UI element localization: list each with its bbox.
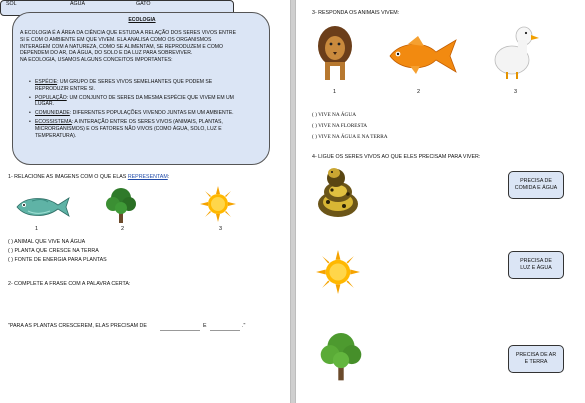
- answer-option[interactable]: ( ) PLANTA QUE CRESCE NA TERRA: [8, 248, 99, 254]
- ecology-line: SI E COM O AMBIENTE EM QUE VIVEM. ELA ANALISA COMO OS ORGANISMOS: [20, 36, 212, 43]
- image-number: 2: [121, 226, 125, 232]
- need-box-line: LUZ E ÁGUA: [520, 265, 552, 271]
- need-box-line: PRECISA DE: [520, 178, 552, 184]
- image-number: 3: [219, 226, 223, 232]
- fill-blank-sentence-start: "PARA AS PLANTAS CRESCEREM, ELAS PRECISAM DE: [8, 323, 147, 329]
- snake-icon: [314, 164, 362, 220]
- ecology-line: INTERAGEM COM A NATUREZA, COMO SE ALIMENTAM, SE REPRODUZEM E COMO: [20, 43, 224, 50]
- word-bank-item: GATO: [136, 1, 151, 7]
- worksheet-page-left: [0, 0, 290, 403]
- need-box-line: PRECISA DE: [520, 258, 552, 264]
- ecology-title: ECOLOGIA: [128, 17, 156, 23]
- fish-icon: [12, 193, 72, 221]
- fill-blank-sentence-mid: E: [203, 323, 207, 329]
- need-box-line: E TERRA: [524, 359, 548, 365]
- question-4-title: 4- LIGUE OS SERES VIVOS AO QUE ELES PRECISAM PARA VIVER:: [312, 154, 481, 160]
- ecology-line: A ECOLOGIA É A ÁREA DA CIÊNCIA QUE ESTUDA A RELAÇÃO DOS SERES VIVOS ENTRE: [20, 30, 236, 36]
- need-box-light-water[interactable]: [508, 251, 564, 279]
- question-3-options: [312, 110, 388, 143]
- concept-line: LUGAR.: [35, 101, 54, 108]
- sun-icon: [316, 250, 360, 294]
- concept-line: TEMPERATURA).: [35, 132, 77, 139]
- concept-line: MICRORGANISMOS) E OS FATORES NÃO VIVOS (COMO ÁGUA, SOLO, LUZ E: [35, 125, 222, 132]
- concept-item: • ESPÉCIE: UM GRUPO DE SERES VIVOS SEMELHANTES QUE PODEM SE: [27, 79, 234, 86]
- question-1-title-link: REPRESENTAM: [127, 174, 168, 180]
- worksheet-page-right: [296, 0, 585, 403]
- answer-option[interactable]: ( ) VIVE NA ÁGUA E NA TERRA: [312, 134, 388, 140]
- answer-option[interactable]: ( ) FONTE DE ENERGIA PARA PLANTAS: [8, 257, 107, 263]
- tree-icon: [104, 186, 138, 224]
- sun-icon: [200, 186, 236, 222]
- word-bank-item: SOL: [6, 1, 17, 7]
- question-2-title: 2- COMPLETE A FRASE COM A PALAVRA CERTA:: [8, 281, 131, 287]
- answer-option[interactable]: ( ) VIVE NA FLORESTA: [312, 123, 368, 129]
- concept-item: • COMUNIDADE: DIFERENTES POPULAÇÕES VIVENDO JUNTAS EM UM AMBIENTE.: [27, 110, 234, 117]
- ecology-paragraph: [20, 30, 236, 64]
- need-box-air-soil[interactable]: [508, 345, 564, 373]
- answer-option[interactable]: ( ) VIVE NA ÁGUA: [312, 112, 357, 118]
- blank-1-input[interactable]: [160, 330, 200, 331]
- lion-icon: [312, 22, 358, 82]
- question-3-title: 3- RESPONDA OS ANIMAIS VIVEM:: [312, 10, 400, 16]
- ecology-line: DEPENDEM DO AR, DA ÁGUA, DO SOLO E DA LUZ PARA SOBREVIVER.: [20, 50, 193, 57]
- fill-blank-sentence-end: .": [242, 323, 246, 329]
- ecology-intro: NA ECOLOGIA, USAMOS ALGUNS CONCEITOS IMPORTANTES:: [20, 57, 173, 64]
- concept-line: REPRODUZIR ENTRE SI.: [35, 85, 95, 92]
- answer-option[interactable]: ( ) ANIMAL QUE VIVE NA ÁGUA: [8, 239, 86, 245]
- image-number: 1: [333, 89, 337, 95]
- goldfish-icon: [386, 36, 460, 76]
- concept-item: • ECOSSISTEMA: A INTERAÇÃO ENTRE OS SERES VIVOS (ANIMAIS, PLANTAS,: [27, 119, 234, 126]
- tree-icon: [318, 330, 364, 382]
- image-number: 2: [417, 89, 421, 95]
- ecology-info-box: [12, 12, 270, 165]
- need-box-food-water[interactable]: [508, 171, 564, 199]
- duck-icon: [492, 22, 540, 80]
- question-1-title: 1- RELACIONE AS IMAGENS COM O QUE ELAS REPRESENTAM:: [8, 174, 170, 180]
- concept-item: • POPULAÇÃO: UM CONJUNTO DE SERES DA MESMA ESPÉCIE QUE VIVEM EM UM: [27, 95, 234, 102]
- question-1-options: [8, 238, 107, 265]
- need-box-line: COMIDA E ÁGUA: [514, 185, 558, 191]
- blank-2-input[interactable]: [210, 330, 240, 331]
- concept-list: [27, 79, 234, 139]
- image-number: 1: [35, 226, 39, 232]
- need-box-line: PRECISA DE AR: [515, 352, 557, 358]
- image-number: 3: [514, 89, 518, 95]
- word-bank-item: ÁGUA: [70, 1, 86, 7]
